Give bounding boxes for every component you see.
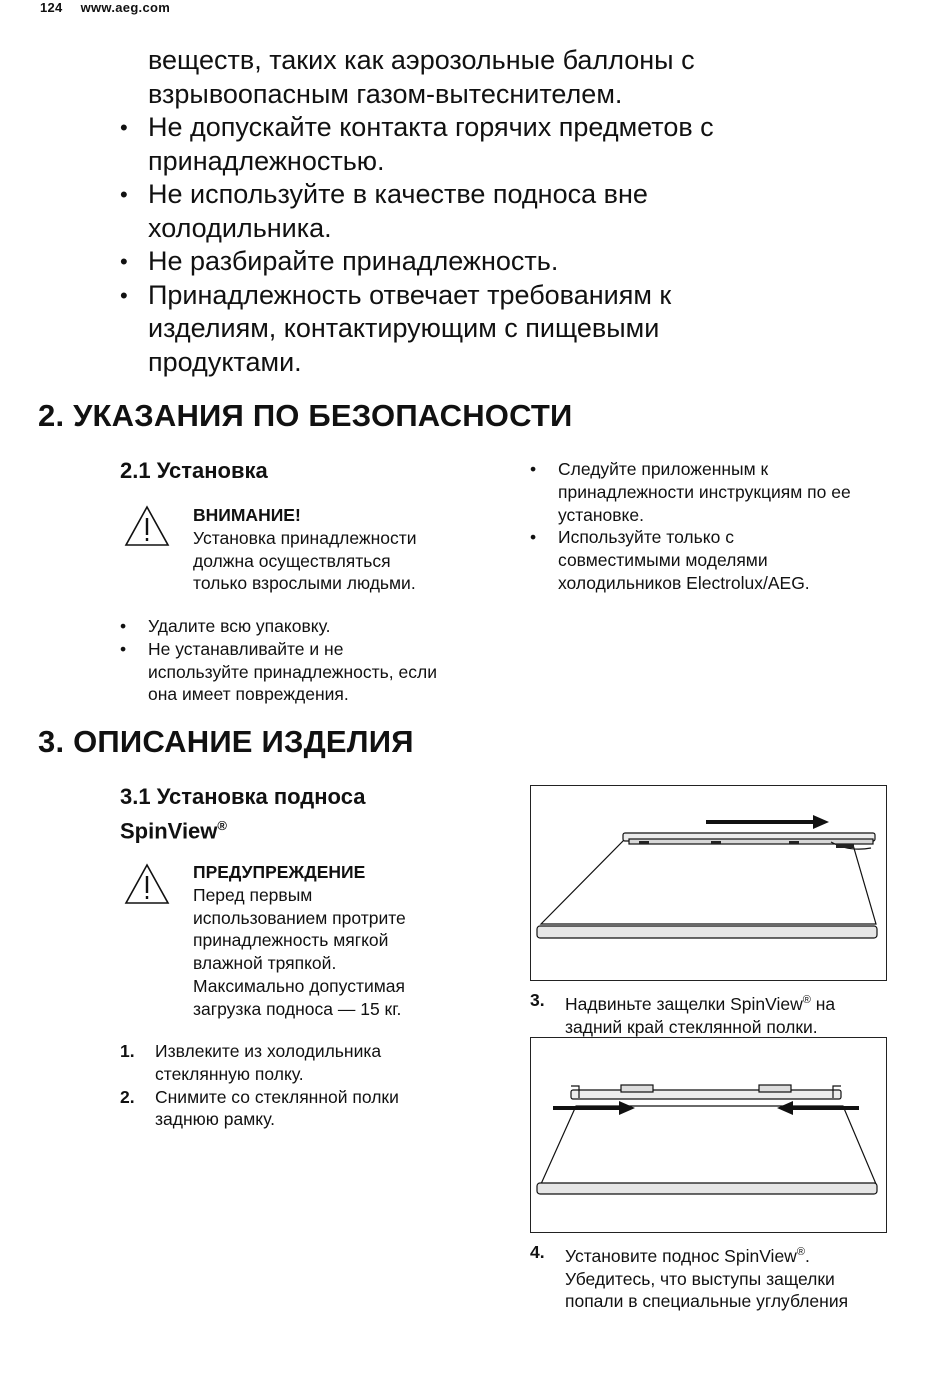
site-url: www.aeg.com — [80, 0, 171, 15]
bullet: • — [120, 249, 128, 274]
text-line: Извлеките из холодильника — [155, 1041, 382, 1061]
steps-list-left — [120, 1040, 500, 1131]
text-line: принадлежностью. — [148, 145, 385, 176]
step-3 — [530, 989, 930, 1038]
page-number: 124 — [40, 0, 63, 15]
intro-list — [120, 44, 820, 379]
section-2-left-list — [120, 615, 500, 706]
text-line: должна осуществляться — [193, 550, 391, 571]
warning-title: ВНИМАНИЕ! — [193, 505, 301, 525]
text-line — [120, 811, 365, 845]
bullet: • — [120, 115, 128, 140]
step-item — [120, 1040, 500, 1086]
text-line: Используйте только с — [558, 527, 734, 548]
text-line: Перед первым — [193, 884, 313, 905]
step-number: 2. — [120, 1086, 135, 1107]
text-line: Удалите всю упаковку. — [148, 616, 331, 636]
bullet: • — [120, 182, 128, 207]
text-line: 3.1 Установка подноса — [120, 784, 366, 809]
text-span: . — [804, 1245, 810, 1266]
text-line: влажной тряпкой. — [193, 953, 337, 974]
bullet: • — [120, 638, 127, 659]
registered-mark: ® — [796, 1246, 805, 1258]
illustration-latch-attach — [530, 1037, 887, 1233]
list-item — [530, 458, 920, 526]
text-line: попали в специальные углубления — [565, 1291, 849, 1312]
step-number: 1. — [120, 1041, 135, 1061]
text-span: Установите поднос SpinView — [565, 1245, 797, 1266]
page-header — [40, 0, 170, 15]
text-line: холодильников Electrolux/AEG. — [558, 572, 810, 593]
text-span: Надвиньте защелки SpinView — [565, 993, 803, 1014]
section-2-1-title: 2.1 Установка — [120, 458, 268, 483]
text-line: Не устанавливайте и не — [148, 638, 344, 659]
registered-mark: ® — [802, 994, 811, 1006]
text-span: на — [810, 993, 836, 1014]
list-item — [120, 638, 500, 706]
warning-icon — [124, 505, 170, 547]
text-line: стеклянную полку. — [155, 1063, 304, 1084]
step-item — [530, 1241, 930, 1313]
step-4 — [530, 1241, 930, 1313]
warning-box — [193, 504, 493, 595]
bullet: • — [120, 616, 127, 636]
step-number: 3. — [530, 990, 545, 1010]
text-line: только взрослыми людьми. — [193, 573, 416, 594]
shelf-diagram — [531, 786, 886, 980]
text-line: установке. — [558, 504, 644, 525]
warning-box — [193, 861, 493, 1021]
text-line: Максимально допустимая — [193, 975, 405, 996]
section-3-1-title — [120, 782, 365, 845]
text-line: Следуйте приложенным к — [558, 459, 769, 479]
bullet: • — [530, 459, 537, 479]
text-line: взрывоопасным газом-вытеснителем. — [148, 78, 623, 109]
list-item — [120, 279, 820, 380]
section-2-title: 2. УКАЗАНИЯ ПО БЕЗОПАСНОСТИ — [38, 398, 573, 433]
text-line: совместимыми моделями — [558, 550, 768, 571]
text-line: используйте принадлежность, если — [148, 661, 437, 682]
step-item — [120, 1086, 500, 1132]
arrow-right-icon — [706, 815, 829, 829]
text-line: задний край стеклянной полки. — [565, 1016, 818, 1037]
section-2-right-list — [530, 458, 920, 595]
warning-title: ПРЕДУПРЕЖДЕНИЕ — [193, 862, 366, 882]
warning-icon — [124, 863, 170, 905]
step-number: 4. — [530, 1242, 545, 1262]
bullet: • — [120, 282, 128, 308]
text-line: Снимите со стеклянной полки — [155, 1086, 399, 1107]
bullet: • — [530, 527, 537, 548]
text-line: Убедитесь, что выступы защелки — [565, 1268, 835, 1289]
intro-continuation — [120, 44, 820, 111]
text-line: Не разбирайте принадлежность. — [148, 246, 559, 276]
list-item — [120, 615, 500, 638]
text-line: она имеет повреждения. — [148, 684, 349, 705]
list-item — [530, 526, 920, 594]
registered-mark: ® — [217, 818, 227, 833]
text-line — [565, 1241, 930, 1268]
step-item — [530, 989, 930, 1038]
text-line: Установка принадлежности — [193, 527, 417, 548]
text-line: принадлежность мягкой — [193, 930, 389, 951]
brand-name: SpinView — [120, 818, 218, 844]
text-line: Не используйте в качестве подноса вне — [148, 179, 648, 209]
shelf-diagram — [531, 1038, 886, 1232]
text-line: холодильника. — [148, 212, 332, 243]
text-line: продуктами. — [148, 346, 302, 377]
text-line: изделиям, контактирующим с пищевыми — [148, 313, 660, 343]
text-line — [565, 989, 930, 1016]
text-line: загрузка подноса — 15 кг. — [193, 998, 402, 1019]
section-3-title: 3. ОПИСАНИЕ ИЗДЕЛИЯ — [38, 724, 414, 759]
text-line: веществ, таких как аэрозольные баллоны с — [148, 45, 695, 75]
text-line: принадлежности инструкциям по ее — [558, 481, 851, 502]
illustration-latch-slide — [530, 785, 887, 981]
text-line: использованием протрите — [193, 907, 406, 928]
list-item — [120, 178, 820, 245]
text-line: Принадлежность отвечает требованиям к — [148, 279, 672, 310]
list-item — [120, 111, 820, 178]
text-line: заднюю рамку. — [155, 1109, 275, 1130]
list-item — [120, 245, 820, 279]
text-line: Не допускайте контакта горячих предметов с — [148, 112, 714, 142]
